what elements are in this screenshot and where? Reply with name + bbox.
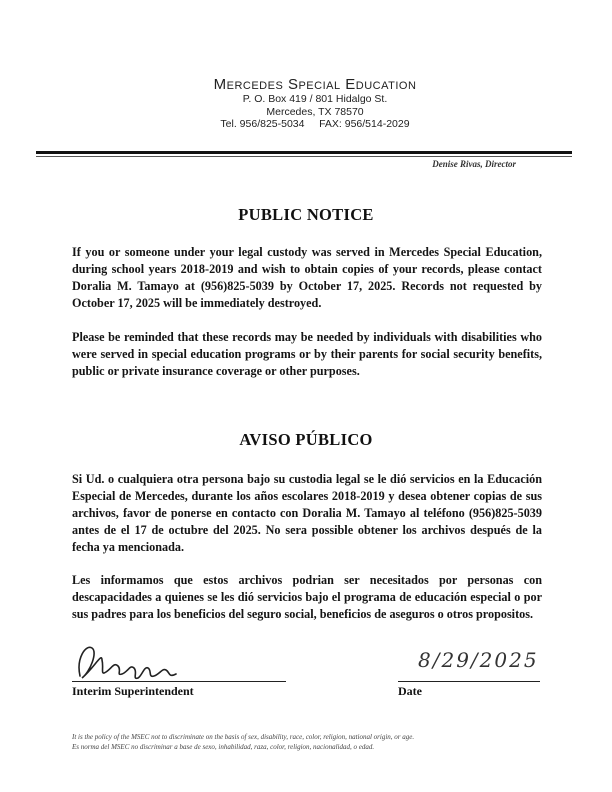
address-line-2: Mercedes, TX 78570 (266, 105, 364, 118)
address-line-1: P. O. Box 419 / 801 Hidalgo St. (242, 93, 388, 105)
nondiscrimination-footer (72, 732, 552, 752)
date-line (398, 681, 540, 682)
footer-spanish: Es norma del MSEC no discriminar a base de sexo, inhabilidad, raza, color, religion, nacionalidad, o edad. (72, 743, 375, 751)
spanish-heading: AVISO PÚBLICO (239, 430, 373, 449)
letterhead (200, 76, 430, 131)
director-name: Denise Rivas, Director (432, 159, 516, 169)
spanish-paragraph-2: Les informamos que estos archivos podrian ser necesitados por personas con descapacidades a quienes se les dió servicios bajo el programa de educación especial o por sus padres para los beneficios del seguro social, beneficios de aseguros o otros propositos. (72, 573, 542, 621)
superintendent-signature (72, 638, 212, 686)
phone-fax-line: Tel. 956/825-5034 FAX: 956/514-2029 (220, 118, 410, 130)
footer-english: It is the policy of the MSEC not to discriminate on the basis of sex, disability, race, color, religion, national origin, or age. (72, 733, 415, 741)
header-rule-thick (36, 151, 572, 154)
english-paragraph-1: If you or someone under your legal custody was served in Mercedes Special Education, during school years 2018-2019 and wish to obtain copies of your records, please contact Doralia M. Tamayo at (956)825-5039 by October 17, 2025. Records not requested by October 17, 2025 will be immediately destroyed. (72, 245, 542, 310)
handwritten-date: 8/29/2025 (418, 648, 539, 672)
organization-name: Mercedes Special Education (213, 76, 417, 93)
header-rule-thin (36, 156, 572, 157)
english-paragraph-2: Please be reminded that these records may be needed by individuals with disabilities who were served in special education programs or by their parents for social security benefits, public or private insurance coverage or other purposes. (72, 330, 542, 378)
superintendent-label: Interim Superintendent (72, 684, 194, 698)
english-heading: PUBLIC NOTICE (238, 205, 374, 224)
spanish-paragraph-1: Si Ud. o cualquiera otra persona bajo su custodia legal se le dió servicios en la Educación Especial de Mercedes, durante los años escolares 2018-2019 y desea obtener copias de sus archivos, favor de ponerse en contacto con Doralia M. Tamayo al teléfono (956)825-5039 antes de el 17 de octubre del 2025. No sera possible obtener los archivos después de la fecha ya mencionada. (72, 472, 542, 554)
date-label: Date (398, 684, 422, 698)
signature-line (72, 681, 286, 682)
